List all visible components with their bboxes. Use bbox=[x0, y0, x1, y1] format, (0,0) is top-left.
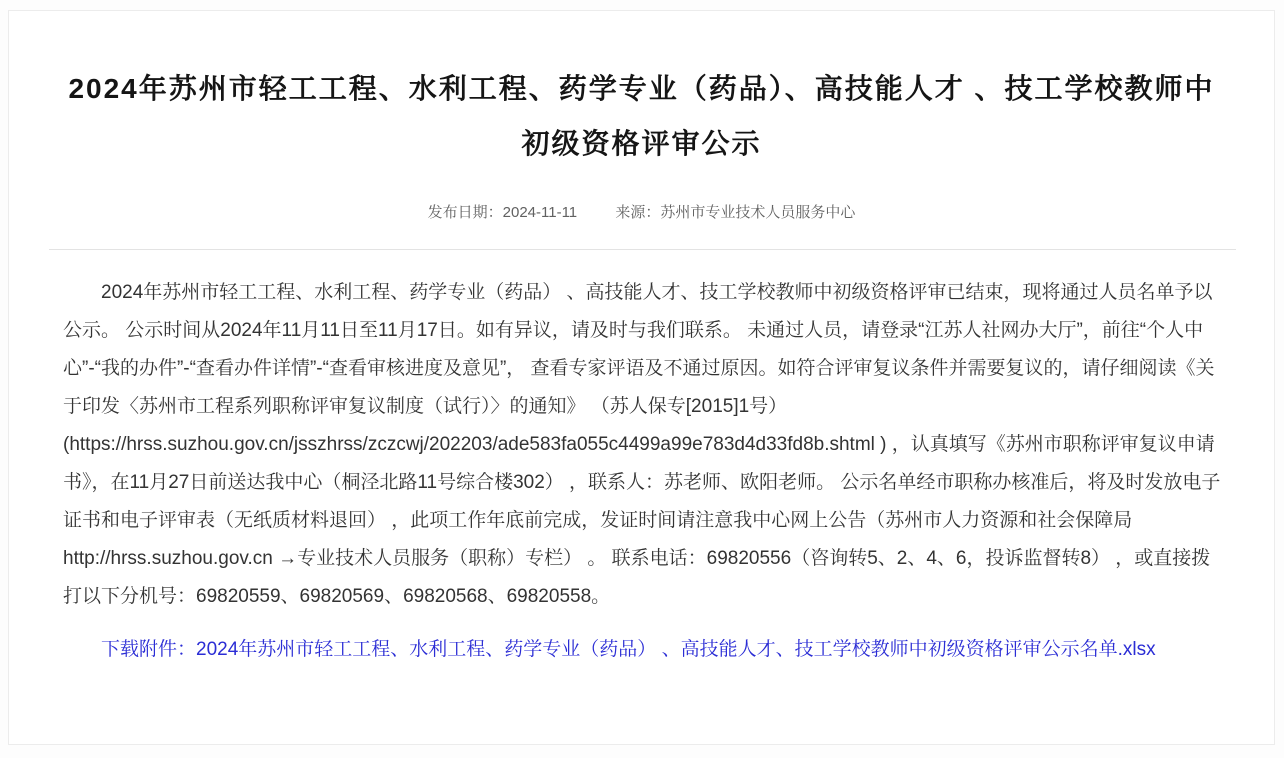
article-paragraph: 2024年苏州市轻工工程、水利工程、药学专业（药品） 、高技能人才、技工学校教师中初级资格评审已结束，现将通过人员名单予以公示。 公示时间从2024年11月11日至11月17日。如有异议，请及时与我们联系。 未通过人员，请登录“江苏人社网办大厅”，前往“个人中心”-“我的办件”-“查看办件详情”-“查看审核进度及意见”， 查看专家评语及不通过原因。如符合评审复议条件并需要复议的，请仔细阅读《关于印发〈苏州市工程系列职称评审复议制度（试行）〉的通知》 （苏人保专[2015]1号）(https://hrss.suzhou.gov.cn/jsszhrss/zczcwj/202203/ade583fa055c4499a99e783d4d33fd8b.shtml ) ，认真填写《苏州市职称评审复议申请书》，在11月27日前送达我中心（桐泾北路11号综合楼302） ，联系人：苏老师、欧阳老师。 公示名单经市职称办核准后，将及时发放电子证书和电子评审表（无纸质材料退回） ，此项工作年底前完成，发证时间请注意我中心网上公告（苏州市人力资源和社会保障局http://hrss.suzhou.gov.cn →专业技术人员服务（职称）专栏） 。 联系电话：69820556（咨询转5、2、4、6，投诉监督转8） ，或直接拨打以下分机号：69820559、69820569、69820568、69820558。 bbox=[63, 282, 1221, 607]
header-divider bbox=[49, 249, 1236, 250]
attachment-label: 下载附件： bbox=[101, 639, 197, 660]
article-card bbox=[8, 10, 1275, 745]
publish-date-label: 发布日期： bbox=[427, 204, 503, 221]
attachment-link[interactable]: 2024年苏州市轻工工程、水利工程、药学专业（药品） 、高技能人才、技工学校教师中初级资格评审公示名单.xlsx bbox=[196, 639, 1156, 660]
publish-date-value: 2024-11-11 bbox=[502, 204, 578, 221]
source-value: 苏州市专业技术人员服务中心 bbox=[660, 204, 856, 221]
article-title: 2024年苏州市轻工工程、水利工程、药学专业（药品）、高技能人才 、技工学校教师中初级资格评审公示 bbox=[68, 73, 1215, 159]
article-content bbox=[63, 274, 1222, 669]
source-label: 来源： bbox=[615, 204, 661, 221]
article-source bbox=[615, 204, 855, 221]
publish-date bbox=[428, 204, 582, 221]
attachment-row bbox=[63, 631, 1222, 669]
article-meta bbox=[9, 203, 1274, 223]
